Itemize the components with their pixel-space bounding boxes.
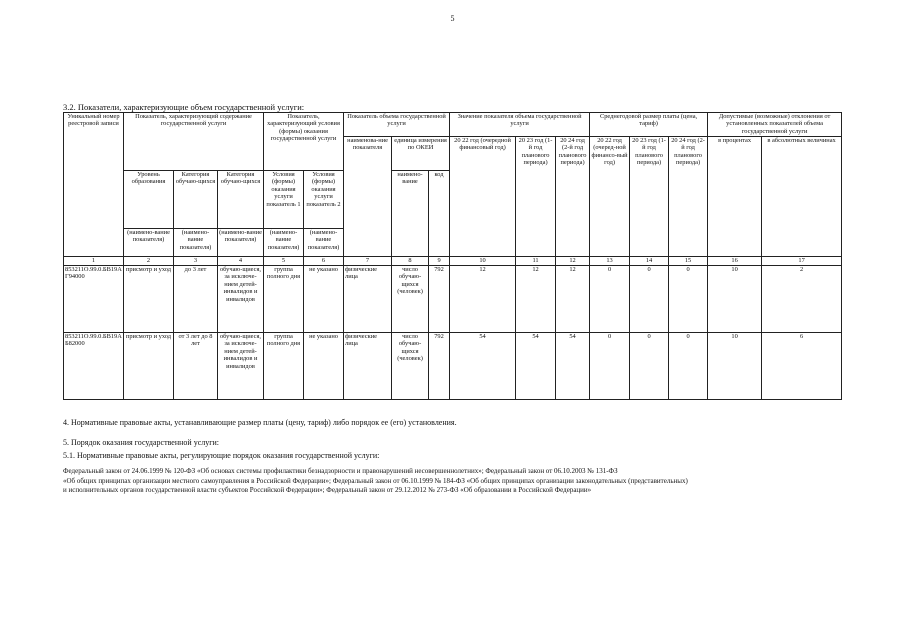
value-year1-cell: 12: [450, 266, 516, 333]
header-condition-2: Условия (формы) оказания услуги показатель 2: [304, 171, 344, 229]
students-category-2-cell: обучаю-щиеся, за исключе-нием детей-инвалидов и инвалидов: [218, 333, 264, 400]
column-number: 7: [344, 257, 392, 266]
students-category-cell: от 3 лет до 8 лет: [174, 333, 218, 400]
header-content-indicator: Показатель, характеризующий содержание государственной услуги: [124, 113, 264, 171]
condition-2-cell: не указано: [304, 266, 344, 333]
education-level-cell: присмотр и уход: [124, 333, 174, 400]
fee-year3-cell: 0: [669, 333, 708, 400]
column-number: 2: [124, 257, 174, 266]
header-registry-number: Уникальный номер реестровой записи: [64, 113, 124, 257]
header-indicator-name: наименова-ние показателя: [344, 137, 392, 257]
value-year3-cell: 12: [556, 266, 590, 333]
law-line: Федеральный закон от 24.06.1999 № 120-ФЗ «Об основах системы профилактики безнадзорности и правонарушений несовершеннолетних»; Федеральный закон от 06.10.2003 № 131-ФЗ: [63, 467, 618, 475]
column-number: 1: [64, 257, 124, 266]
condition-1-cell: группа полного дня: [264, 333, 304, 400]
column-number: 3: [174, 257, 218, 266]
unit-name-cell: число обучаю-щихся (человек): [392, 333, 429, 400]
students-category-cell: до 3 лет: [174, 266, 218, 333]
header-unit-code: код: [429, 171, 450, 257]
header-unit-okei: единица измерения по ОКЕИ: [392, 137, 450, 171]
service-regulations-heading: 5.1. Нормативные правовые акты, регулирующие порядок оказания государственной услуги:: [63, 451, 380, 460]
volume-indicators-table: [63, 112, 842, 400]
fee-year2-cell: 0: [630, 266, 669, 333]
deviation-absolute-cell: 6: [762, 333, 842, 400]
column-numbers-row: [64, 257, 842, 266]
header-indicator-name-5: (наимено-вание показателя): [304, 229, 344, 257]
value-year2-cell: 12: [516, 266, 556, 333]
regulation-fee-note: 4. Нормативные правовые акты, устанавливающие размер платы (цену, тариф) либо порядок ее (его) установления.: [63, 418, 457, 427]
column-number: 12: [556, 257, 590, 266]
value-year3-cell: 54: [556, 333, 590, 400]
fee-year3-cell: 0: [669, 266, 708, 333]
header-students-category: Категория обучаю-щихся: [174, 171, 218, 229]
column-number: 17: [762, 257, 842, 266]
header-allowed-deviation: Допустимые (возможные) отклонения от установленных показателей объема государственной услуги: [708, 113, 842, 137]
column-number: 9: [429, 257, 450, 266]
deviation-percent-cell: 10: [708, 266, 762, 333]
fee-year1-cell: 0: [590, 266, 630, 333]
header-volume-value: Значение показателя объема государственной услуги: [450, 113, 590, 137]
students-category-2-cell: обучаю-щиеся, за исключе-нием детей-инвалидов и инвалидов: [218, 266, 264, 333]
column-number: 14: [630, 257, 669, 266]
table-row: [64, 266, 842, 333]
table-row: [64, 333, 842, 400]
deviation-percent-cell: 10: [708, 333, 762, 400]
header-avg-fee: Среднегодовой размер платы (цена, тариф): [590, 113, 708, 137]
column-number: 6: [304, 257, 344, 266]
header-unit-name: наимено-вание: [392, 171, 429, 257]
page-number: 5: [450, 14, 455, 23]
header-indicator-name-2: (наимено-вание показателя): [174, 229, 218, 257]
fee-year2-cell: 0: [630, 333, 669, 400]
fee-year1-cell: 0: [590, 333, 630, 400]
education-level-cell: присмотр и уход: [124, 266, 174, 333]
header-in-percent: в процентах: [708, 137, 762, 257]
column-number: 15: [669, 257, 708, 266]
header-year2: 20 23 год (1-й год планового периода): [516, 137, 556, 257]
registry-number-cell: 853211О.99.0.БВ19АГ94000: [64, 266, 124, 333]
column-number: 13: [590, 257, 630, 266]
column-number: 4: [218, 257, 264, 266]
deviation-absolute-cell: 2: [762, 266, 842, 333]
column-number: 11: [516, 257, 556, 266]
header-indicator-name-4: (наимено-вание показателя): [264, 229, 304, 257]
header-education-level: Уровень образования: [124, 171, 174, 229]
header-conditions-indicator: Показатель, характеризующий условия (формы) оказания государственной услуги: [264, 113, 344, 171]
column-number: 8: [392, 257, 429, 266]
laws-list: [63, 467, 688, 496]
header-students-category-2: Категория обучаю-щихся: [218, 171, 264, 229]
header-fee-year2: 20 23 год (1-й год планового периода): [630, 137, 669, 257]
indicator-name-cell: физические лица: [344, 266, 392, 333]
section-title: 3.2. Показатели, характеризующие объем государственной услуги:: [63, 102, 305, 112]
law-line: «Об общих принципах организации местного самоуправления в Российской Федерации»; Федеральный закон от 06.10.1999 № 184-ФЗ «Об общих принципах организации законодательных (представительных): [63, 476, 688, 485]
column-number: 5: [264, 257, 304, 266]
unit-code-cell: 792: [429, 333, 450, 400]
header-fee-year1: 20 22 год (очеред-ной финансо-вый год): [590, 137, 630, 257]
header-indicator-name-1: (наимено-вание показателя): [124, 229, 174, 257]
header-indicator-name-3: (наимено-вание показателя): [218, 229, 264, 257]
column-number: 16: [708, 257, 762, 266]
header-fee-year3: 20 24 год (2-й год планового периода): [669, 137, 708, 257]
value-year1-cell: 54: [450, 333, 516, 400]
header-year1: 20 22 год (очередной финансовый год): [450, 137, 516, 257]
indicator-name-cell: физические лица: [344, 333, 392, 400]
registry-number-cell: 853211О.99.0.БВ19АБ82000: [64, 333, 124, 400]
service-procedure-heading: 5. Порядок оказания государственной услуги:: [63, 438, 220, 447]
header-volume-indicator: Показатель объема государственной услуги: [344, 113, 450, 137]
header-year3: 20 24 год (2-й год планового периода): [556, 137, 590, 257]
condition-1-cell: группа полного дня: [264, 266, 304, 333]
unit-name-cell: число обучаю-щихся (человек): [392, 266, 429, 333]
law-line: и исполнительных органов государственной власти субъектов Российской Федерации»; Федеральный закон от 29.12.2012 № 273-ФЗ «Об образовании в Российской Федерации»: [63, 486, 592, 495]
value-year2-cell: 54: [516, 333, 556, 400]
column-number: 10: [450, 257, 516, 266]
condition-2-cell: не указано: [304, 333, 344, 400]
header-condition-1: Условия (формы) оказания услуги показатель 1: [264, 171, 304, 229]
unit-code-cell: 792: [429, 266, 450, 333]
header-in-absolute: в абсолютных величинах: [762, 137, 842, 257]
